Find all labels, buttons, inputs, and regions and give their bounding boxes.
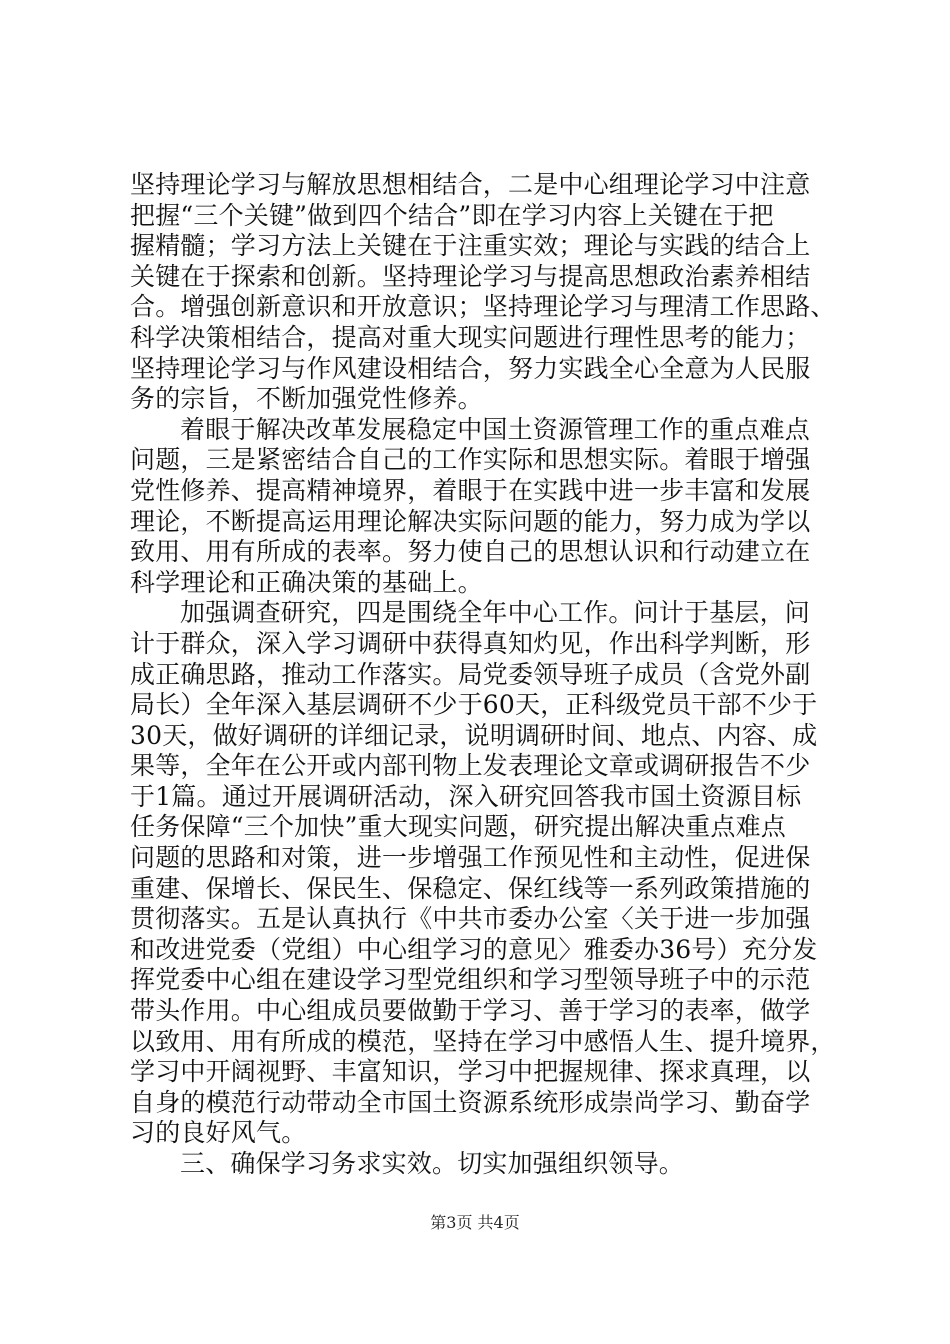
text-line: 30天，做好调研的详细记录，说明调研时间、地点、内容、成	[130, 720, 818, 750]
text-line: 坚持理论学习与解放思想相结合，二是中心组理论学习中注意	[130, 170, 811, 199]
text-line: 务的宗旨，不断加强党性修养。	[130, 384, 483, 414]
text-line: 以致用、用有所成的模范，坚持在学习中感悟人生、提升境界，	[130, 1026, 836, 1056]
text-line: 致用、用有所成的表率。努力使自己的思想认识和行动建立在	[130, 537, 811, 567]
text-line: 习的良好风气。	[130, 1118, 307, 1148]
text-line: 关键在于探索和创新。坚持理论学习与提高思想政治素养相结	[130, 261, 811, 291]
text-line: 科学理论和正确决策的基础上。	[130, 567, 483, 597]
text-line: 于1篇。通过开展调研活动，深入研究回答我市国土资源目标	[130, 781, 802, 811]
paragraph-first-line: 加强调查研究，四是围绕全年中心工作。问计于基层，问	[180, 598, 811, 628]
text-line: 科学决策相结合，提高对重大现实问题进行理性思考的能力；	[130, 322, 811, 352]
text-line: 问题的思路和对策，进一步增强工作预见性和主动性，促进保	[130, 843, 811, 873]
text-line: 成正确思路，推动工作落实。局党委领导班子成员（含党外副	[130, 659, 811, 689]
text-line: 坚持理论学习与作风建设相结合，努力实践全心全意为人民服	[130, 353, 811, 383]
text-line: 和改进党委（党组）中心组学习的意见〉雅委办36号）充分发	[130, 934, 818, 964]
paragraph-first-line: 着眼于解决改革发展稳定中国土资源管理工作的重点难点	[180, 414, 811, 444]
text-line: 合。增强创新意识和开放意识；坚持理论学习与理清工作思路、	[130, 292, 836, 322]
text-line: 问题，三是紧密结合自己的工作实际和思想实际。着眼于增强	[130, 445, 811, 475]
text-line: 自身的模范行动带动全市国土资源系统形成崇尚学习、勤奋学	[130, 1087, 811, 1117]
text-line: 任务保障“三个加快”重大现实问题，研究提出解决重点难点	[130, 812, 786, 842]
text-line: 贯彻落实。五是认真执行《中共市委办公室〈关于进一步加强	[130, 904, 811, 934]
section-heading: 三、确保学习务求实效。切实加强组织领导。	[180, 1149, 685, 1178]
text-line: 握精髓；学习方法上关键在于注重实效；理论与实践的结合上	[130, 231, 811, 261]
text-line: 局长）全年深入基层调研不少于60天，正科级党员干部不少于	[130, 690, 818, 720]
text-line: 带头作用。中心组成员要做勤于学习、善于学习的表率，做学	[130, 996, 811, 1026]
text-line: 把握“三个关键”做到四个结合”即在学习内容上关键在于把	[130, 200, 774, 230]
body-text	[130, 170, 836, 1180]
text-line: 挥党委中心组在建设学习型党组织和学习型领导班子中的示范	[130, 965, 811, 995]
text-line: 党性修养、提高精神境界，着眼于在实践中进一步丰富和发展	[130, 475, 811, 505]
text-line: 重建、保增长、保民生、保稳定、保红线等一系列政策措施的	[130, 873, 811, 903]
text-line: 果等，全年在公开或内部刊物上发表理论文章或调研报告不少	[130, 751, 811, 781]
page-number-footer: 第3页 共4页	[430, 1213, 520, 1232]
text-line: 计于群众，深入学习调研中获得真知灼见，作出科学判断，形	[130, 628, 811, 658]
text-line: 学习中开阔视野、丰富知识，学习中把握规律、探求真理，以	[130, 1057, 811, 1087]
text-line: 理论，不断提高运用理论解决实际问题的能力，努力成为学以	[130, 506, 811, 536]
